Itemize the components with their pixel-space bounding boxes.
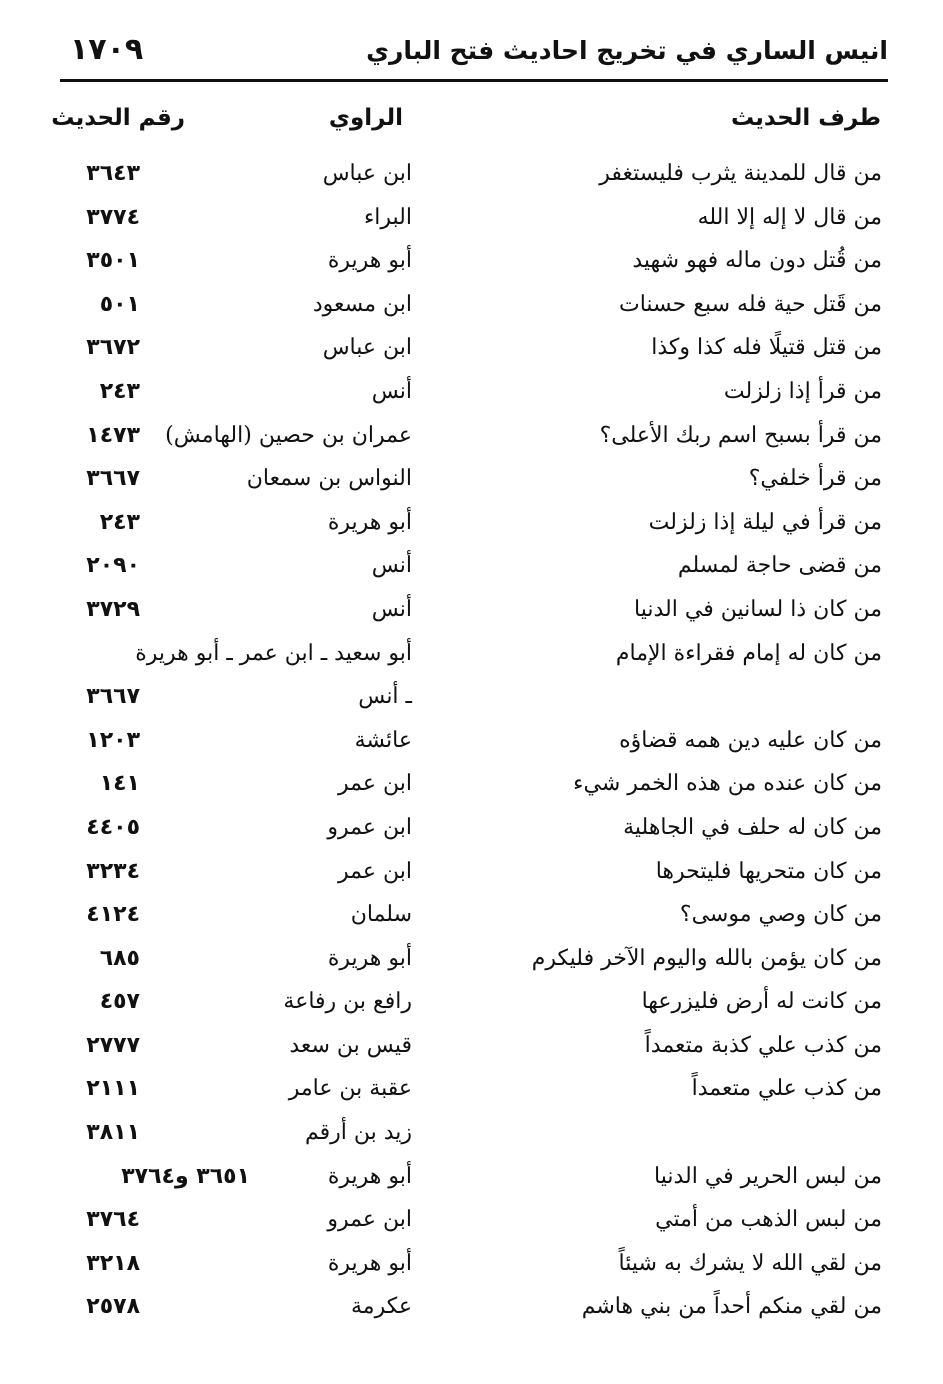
hadith-text: من قال للمدينة يثرب فليستغفر [599, 161, 882, 186]
hadith-text: من كان عليه دين همه قضاؤه [619, 727, 882, 753]
hadith-number: ٥٠١ [99, 291, 140, 317]
table-row [60, 544, 890, 588]
hadith-number: ٤٥٧ [99, 989, 140, 1015]
table-row [60, 1111, 890, 1155]
table-row [60, 283, 890, 327]
hadith-number: ٣٢٣٤ [86, 858, 140, 884]
hadith-text: من كان وصي موسى؟ [679, 902, 882, 928]
narrator-name: عمران بن حصين (الهامش) [165, 422, 412, 448]
hadith-text: من كان متحريها فليتحرها [655, 858, 882, 884]
table-row [60, 850, 890, 894]
column-header-narrator: الراوي [328, 105, 403, 131]
hadith-text: من قُتل دون ماله فهو شهيد [632, 248, 882, 274]
table-row [60, 457, 890, 501]
table-row [60, 1024, 890, 1068]
hadith-text: من لقي الله لا يشرك به شيئاً [618, 1250, 882, 1276]
hadith-number: ١٤١ [99, 771, 140, 797]
hadith-number: ٣٦٦٧ [86, 466, 140, 492]
table-row [60, 893, 890, 937]
table-row [60, 152, 890, 196]
narrator-name: ابن عباس [322, 161, 412, 186]
narrator-name: عائشة [354, 727, 412, 753]
hadith-text: من كذب علي كذبة متعمداً [644, 1032, 882, 1058]
table-row [60, 806, 890, 850]
hadith-text [442, 675, 882, 719]
table-row [60, 588, 890, 632]
narrator-name: سلمان [350, 902, 412, 928]
hadith-number: ٤٤٠٥ [86, 814, 140, 840]
table-row [60, 1067, 890, 1111]
table-row [60, 414, 890, 458]
hadith-text: من قرأ خلفي؟ [748, 466, 882, 492]
narrator-name: ـ أنس [358, 684, 412, 710]
table-row [60, 937, 890, 981]
hadith-text: من قرأ في ليلة إذا زلزلت [648, 509, 882, 535]
table-row [60, 980, 890, 1024]
hadith-number: ٢٤٣ [99, 378, 140, 404]
narrator-name: أنس [371, 596, 412, 622]
hadith-number: ١٢٠٣ [86, 727, 140, 753]
narrator-name: النواس بن سمعان [246, 466, 412, 492]
hadith-number [60, 632, 140, 676]
hadith-number: ٢٥٧٨ [86, 1294, 140, 1320]
narrator-name: أبو هريرة [327, 1250, 412, 1276]
narrator-name: أبو سعيد ـ ابن عمر ـ أبو هريرة [135, 640, 412, 666]
hadith-number: ٣٦٤٣ [86, 161, 140, 186]
hadith-number: ٣٧٦٤ [86, 1207, 140, 1233]
hadith-text: من كان عنده من هذه الخمر شيء [573, 771, 882, 797]
hadith-number: ٢٠٩٠ [86, 553, 140, 579]
narrator-name: أبو هريرة [327, 509, 412, 535]
running-title: انيس الساري في تخريج احاديث فتح الباري [366, 36, 888, 65]
table-row [60, 326, 890, 370]
narrator-name: ابن عمر [338, 771, 412, 797]
index-table [60, 152, 890, 1329]
table-row [60, 1155, 890, 1199]
hadith-text: من لبس الحرير في الدنيا [654, 1163, 882, 1189]
table-row [60, 632, 890, 676]
table-row [60, 1242, 890, 1286]
hadith-text: من قال لا إله إلا الله [697, 204, 882, 230]
hadith-number: ٢٤٣ [99, 509, 140, 535]
hadith-text: من لبس الذهب من أمتي [655, 1207, 882, 1233]
hadith-text: من كان يؤمن بالله واليوم الآخر فليكرم [531, 945, 882, 971]
narrator-name: أبو هريرة [327, 1163, 412, 1189]
narrator-name: عقبة بن عامر [288, 1076, 412, 1102]
table-row [60, 762, 890, 806]
hadith-text [442, 1111, 882, 1155]
running-head [60, 32, 888, 78]
hadith-text: من قَتل حية فله سبع حسنات [618, 291, 882, 317]
page-number: ١٧٠٩ [70, 32, 144, 67]
hadith-text: من كان له حلف في الجاهلية [623, 814, 882, 840]
narrator-name: عكرمة [351, 1294, 412, 1320]
column-header-hadith: طرف الحديث [730, 105, 881, 131]
hadith-number: ٢٧٧٧ [86, 1032, 140, 1058]
hadith-text: من قرأ إذا زلزلت [723, 378, 882, 404]
hadith-number: ١٤٧٣ [86, 422, 140, 448]
narrator-name: ابن مسعود [312, 291, 412, 317]
table-row [60, 501, 890, 545]
narrator-name: قيس بن سعد [289, 1032, 412, 1058]
table-row [60, 239, 890, 283]
column-header-number: رقم الحديث [51, 105, 185, 131]
hadith-number: ٣٧٧٤ [86, 204, 140, 230]
hadith-text: من قضى حاجة لمسلم [677, 553, 882, 579]
narrator-name: ابن عباس [322, 335, 412, 361]
table-row [60, 1198, 890, 1242]
narrator-name: ابن عمرو [327, 1207, 412, 1233]
narrator-name: زيد بن أرقم [304, 1120, 412, 1146]
hadith-number: ٣٧٢٩ [86, 596, 140, 622]
narrator-name: ابن عمر [338, 858, 412, 884]
hadith-number: ٣٦٥١ و٣٧٦٤ [121, 1163, 250, 1189]
hadith-number: ٤١٢٤ [86, 902, 140, 928]
hadith-text: من كان ذا لسانين في الدنيا [634, 596, 882, 622]
hadith-number: ٣٢١٨ [86, 1250, 140, 1276]
hadith-number: ٣٨١١ [86, 1120, 140, 1146]
hadith-text: من كان له إمام فقراءة الإمام [615, 640, 882, 666]
hadith-number: ٣٦٧٢ [86, 335, 140, 361]
narrator-name: ابن عمرو [327, 814, 412, 840]
table-row [60, 196, 890, 240]
hadith-number: ٣٥٠١ [86, 248, 140, 274]
narrator-name: أنس [371, 378, 412, 404]
table-row [60, 719, 890, 763]
narrator-name: أبو هريرة [327, 248, 412, 274]
narrator-name: أنس [371, 553, 412, 579]
header-rule [60, 79, 888, 82]
narrator-name: رافع بن رفاعة [283, 989, 412, 1015]
hadith-text: من كانت له أرض فليزرعها [641, 989, 882, 1015]
table-row [60, 675, 890, 719]
hadith-text: من كذب علي متعمداً [691, 1076, 882, 1102]
hadith-number: ٦٨٥ [99, 945, 140, 971]
hadith-number: ٣٦٦٧ [86, 684, 140, 710]
hadith-text: من لقي منكم أحداً من بني هاشم [581, 1294, 882, 1320]
hadith-text: من قتل قتيلًا فله كذا وكذا [651, 335, 882, 361]
table-row [60, 370, 890, 414]
hadith-number: ٢١١١ [86, 1076, 140, 1102]
hadith-text: من قرأ بسبح اسم ربك الأعلى؟ [599, 422, 882, 448]
narrator-name: أبو هريرة [327, 945, 412, 971]
table-row [60, 1285, 890, 1329]
narrator-name: البراء [363, 204, 412, 230]
